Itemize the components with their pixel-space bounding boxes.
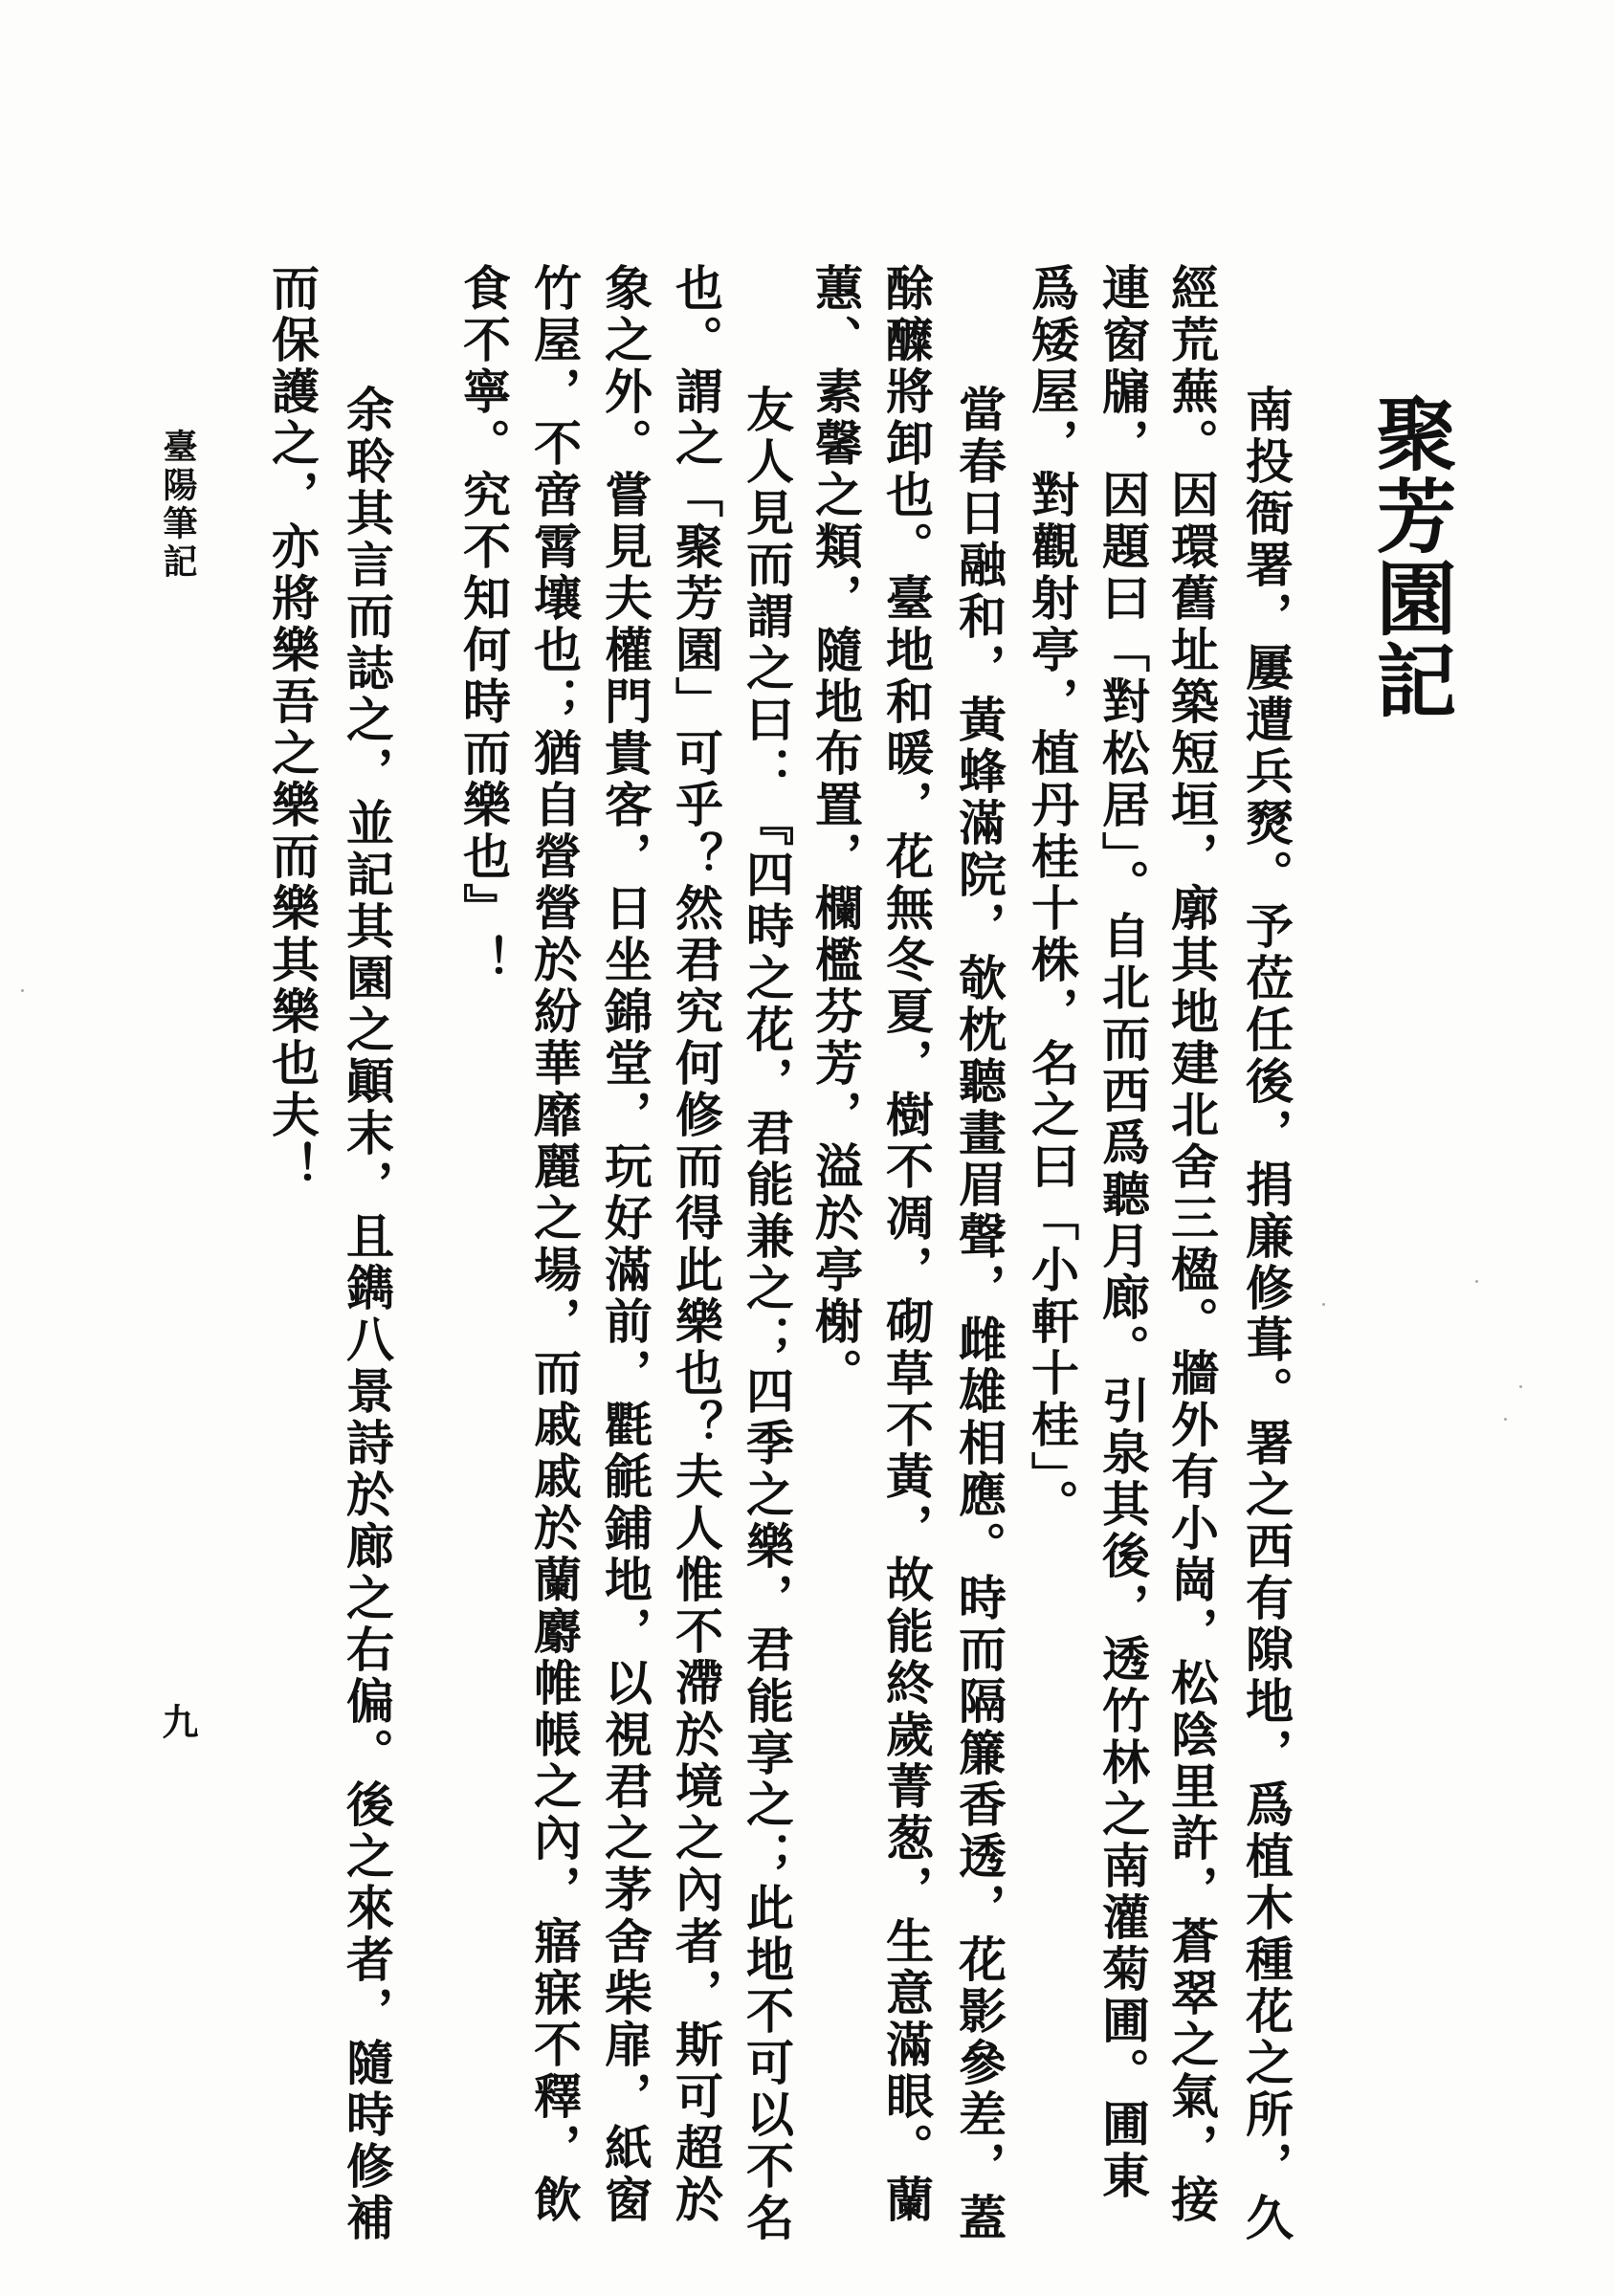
print-speck xyxy=(1504,1418,1507,1421)
text-column: 連窗牖，因題曰「對松居」。自北而西爲聽月廊。引泉其後，透竹林之南灌菊圃。圃東 xyxy=(1095,263,1151,2202)
print-speck xyxy=(21,989,24,992)
text-column: 蕙、素馨之類，隨地布置，欄檻芬芳，溢於亭榭。 xyxy=(808,263,864,1400)
print-speck xyxy=(1519,1385,1522,1388)
text-column: 也。謂之「聚芳園」可乎？然君究何修而得此樂也？夫人惟不滯於境之內者，斯可超於 xyxy=(668,263,724,2226)
page-number: 九 xyxy=(156,1703,199,1739)
text-column: 酴醾將卸也。臺地和暖，花無冬夏，樹不凋，砌草不黃，故能終歲菁葱，生意滿眼。蘭 xyxy=(878,263,935,2226)
print-speck xyxy=(1322,1303,1325,1306)
running-title: 臺陽筆記 xyxy=(158,429,198,582)
print-speck xyxy=(1475,1280,1478,1283)
text-column: 而保護之，亦將樂吾之樂而樂其樂也夫！ xyxy=(264,263,321,1193)
text-column: 經荒蕪。因環舊址築短垣，廓其地建北舍三楹。牆外有小崗，松陰里許，蒼翠之氣，接 xyxy=(1163,263,1220,2226)
page-title: 聚芳園記 xyxy=(1363,392,1458,721)
text-column: 友人見而謂之曰：『四時之花，君能兼之；四季之樂，君能享之；此地不可以不名 xyxy=(739,385,795,2244)
text-column: 食不寧。究不知何時而樂也』！ xyxy=(455,263,512,986)
text-column: 爲矮屋，對觀射亭，植丹桂十株，名之曰「小軒十桂」。 xyxy=(1024,263,1080,1531)
text-column: 余聆其言而誌之，並記其園之顚末，且鐫八景詩於廊之右偏。後之來者，隨時修補 xyxy=(339,385,395,2244)
text-column: 竹屋，不啻霄壤也；猶自營營於紛華靡麗之場，而戚戚於蘭麝帷帳之內，寤寐不釋，飲 xyxy=(526,263,583,2226)
text-column: 象之外。嘗見夫權門貴客，日坐錦堂，玩好滿前，氍毹鋪地，以視君之茅舍柴扉，紙窗 xyxy=(597,263,653,2226)
text-column: 當春日融和，黃蜂滿院，欹枕聽畫眉聲，雌雄相應。時而隔簾香透，花影參差，蓋 xyxy=(951,385,1007,2244)
text-column: 南投衙署，屢遭兵燹。予莅任後，捐廉修葺。署之西有隙地，爲植木種花之所，久 xyxy=(1238,385,1294,2244)
